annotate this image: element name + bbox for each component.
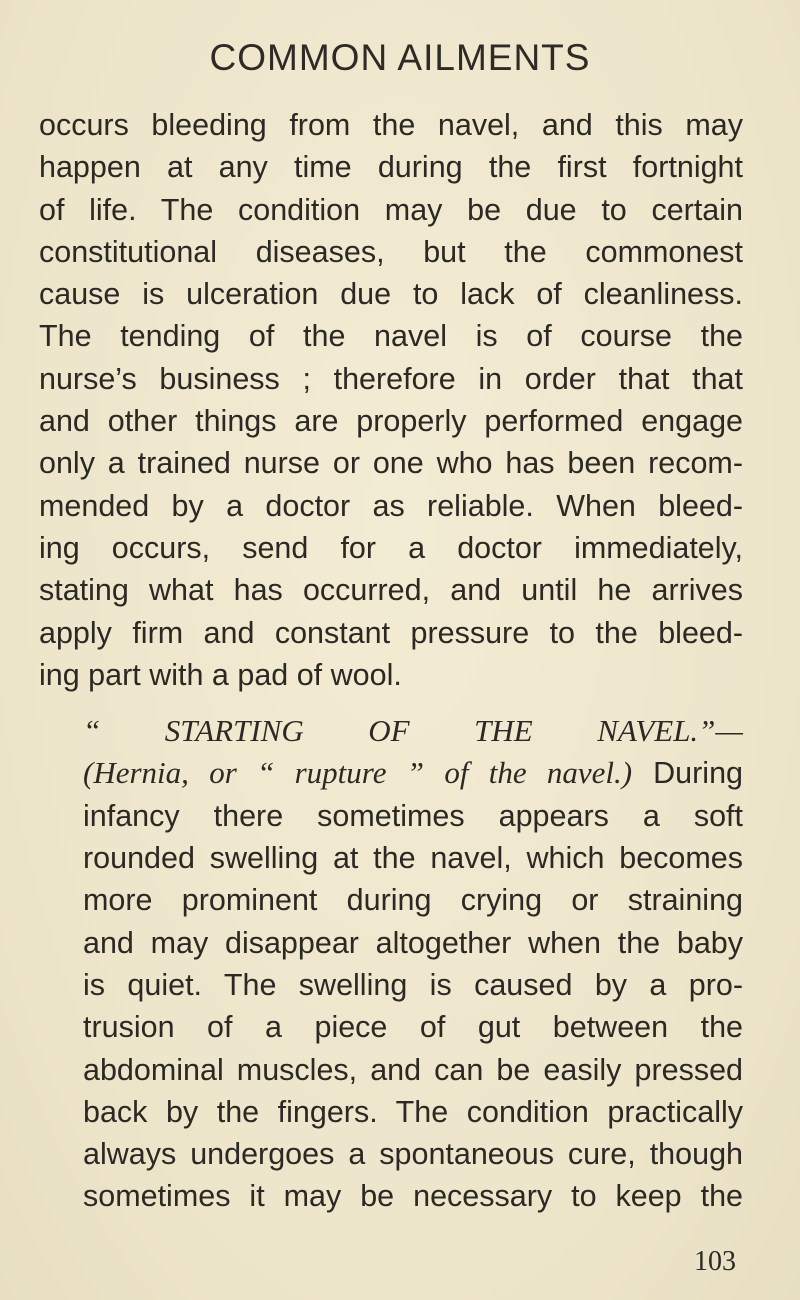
text-line: cause is ulceration due to lack of cleanliness.	[39, 277, 743, 312]
text-line: infancy there sometimes appears a soft	[83, 798, 743, 833]
section-heading: “ STARTING OF THE NAVEL.”—	[83, 713, 743, 749]
text-line: mended by a doctor as reliable. When bleed-	[39, 488, 743, 523]
text-line: nurse’s business ; therefore in order that that	[39, 361, 743, 396]
text-line: constitutional diseases, but the commonest	[39, 234, 743, 269]
page-number: 103	[694, 1246, 736, 1277]
text-line: ing occurs, send for a doctor immediately,	[39, 530, 743, 565]
paragraph-navel-bleeding	[39, 104, 743, 696]
section-heading-line	[39, 710, 743, 752]
body-text	[39, 104, 743, 1218]
text-line: ing part with a pad of wool.	[39, 657, 402, 692]
subheading-line	[39, 752, 743, 794]
text-line: The tending of the navel is of course the	[39, 319, 743, 354]
text-line: more prominent during crying or straining	[83, 883, 743, 918]
text-line: occurs bleeding from the navel, and this may	[39, 108, 743, 142]
text-line: and other things are properly performed engage	[39, 404, 743, 439]
text-line: apply firm and constant pressure to the bleed-	[39, 615, 743, 650]
text-line: always undergoes a spontaneous cure, though	[83, 1137, 743, 1172]
section-subheading: (Hernia, or “ rupture ” of the navel.)	[83, 755, 633, 791]
text-line: of life. The condition may be due to certain	[39, 192, 743, 227]
text-line: and may disappear altogether when the baby	[83, 925, 743, 960]
text-line: rounded swelling at the navel, which becomes	[83, 841, 743, 876]
running-head: COMMON AILMENTS	[209, 37, 591, 78]
text-line: trusion of a piece of gut between the	[83, 1010, 743, 1045]
text-line: only a trained nurse or one who has been recom-	[39, 446, 743, 481]
text-line: abdominal muscles, and can be easily pressed	[83, 1052, 743, 1087]
text-line: sometimes it may be necessary to keep the	[83, 1179, 743, 1214]
paragraph-starting-of-navel	[39, 710, 743, 1218]
text-line: stating what has occurred, and until he arrives	[39, 573, 743, 608]
text-line: is quiet. The swelling is caused by a pro-	[83, 967, 743, 1002]
text-run: During	[632, 756, 744, 791]
text-line: back by the fingers. The condition practically	[83, 1094, 743, 1129]
text-line: happen at any time during the first fortnight	[39, 150, 743, 185]
